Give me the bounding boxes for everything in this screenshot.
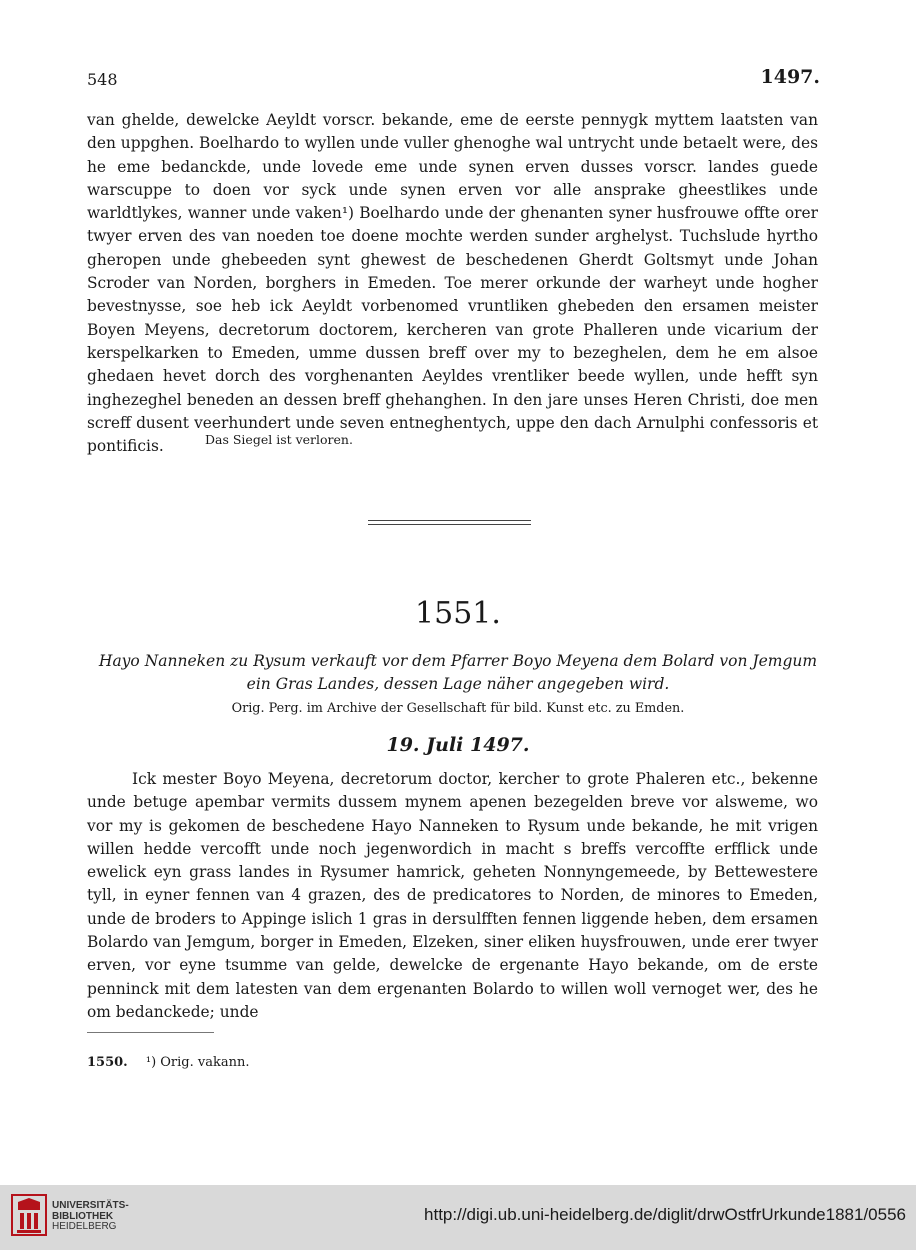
footnote-ref: 1550. xyxy=(87,1055,128,1070)
document-source: Orig. Perg. im Archive der Gesellschaft für bild. Kunst etc. zu Emden. xyxy=(231,701,685,716)
footnote-text: ¹) Orig. vakann. xyxy=(145,1055,250,1070)
section-divider xyxy=(368,520,531,525)
doc-1551-body xyxy=(87,768,818,1024)
doc-1550-continuation xyxy=(87,109,818,458)
document-summary: Hayo Nanneken zu Rysum verkauft vor dem Pfarrer Boyo Meyena dem Bolard von Jemgum ein Gras Landes, dessen Lage näher angegeben wird. xyxy=(98,652,818,693)
viewer-footer-bar xyxy=(0,1185,916,1250)
page-number: 548 xyxy=(87,70,118,89)
document-number: 1551. xyxy=(415,596,501,631)
seal-note: Das Siegel ist verloren. xyxy=(205,432,353,447)
doc-1551-paragraph: Ick mester Boyo Meyena, decretorum doctor, kercher to grote Phaleren etc., bekenne unde betuge apembar vermits dussem mynem apenen bezegelden breve vor alsweme, wo vor my is gekomen de beschedene Hayo Nanneken to Rysum unde bekande, he mit vrigen willen hedde vercofft unde noch jegenwordich in macht s breffs vercoffte erfflick unde ewelick eyn grass landes in Rysumer hamrick, geheten Nonnyngemeede, by Bettewestere tyll, in eyner fennen van 4 grazen, des de predicatores to Norden, de minores to Emeden, unde de broders to Appinge islich 1 gras in dersulfften fennen liggende heben, dem ersamen Bolardo van Jemgum, borger in Emeden, Elzeken, siner eliken huysfrouwen, unde erer twyer erven, vor eyne tsumme van gelde, dewelcke de ergenante Hayo bekande, om de erste penninck mit dem latesten van dem ergenanten Bolardo to willen woll vernoget wer, des he om bedanckede; unde xyxy=(87,770,818,1021)
permalink-url[interactable]: http://digi.ub.uni-heidelberg.de/diglit/drwOstfrUrkunde1881/0556 xyxy=(424,1205,906,1224)
doc-1550-paragraph: van ghelde, dewelcke Aeyldt vorscr. bekande, eme de eerste pennygk myttem laatsten van den uppghen. Boelhardo to wyllen unde vuller ghenoghe wal untrycht unde betaelt were, des he eme bedanckde, unde lovede eme unde synen erven dusses vorscr. landes guede warscuppe to doen vor syck unde synen erven vor alle ansprake gheestlikes unde warldtlykes, wanner unde vaken¹) Boelhardo unde der ghenanten syner husfrouwe offte orer twyer erven des van noeden toe doene mochte werden sunder arghelyst. Tuchslude hyrtho gheropen unde ghebeeden synt ghewest de beschedenen Gherdt Goltsmyt unde Johan Scroder van Norden, borghers in Emeden. Toe merer orkunde der warheyt unde hogher bevestnysse, soe heb ick Aeyldt vorbenomed vruntliken ghebeden den ersamen meister Boyen Meyens, decretorum doctorem, kercheren van grote Phalleren unde vicarium der kerspelkarken to Emeden, umme dussen breff over my to bezeghelen, dem he em alsoe ghedaen hevet dorch des vorghenanten Aeyldes vrentliker beede wyllen, unde hefft syn inghezeghel beneden an dessen breff ghehanghen. In den jare unses Heren Christi, doe men screff dusent veerhundert unde seven entneghentych, uppe den dach Arnulphi confessoris et pontificis. xyxy=(87,111,818,456)
footnote-divider xyxy=(87,1032,214,1033)
document-date: 19. Juli 1497. xyxy=(386,734,530,756)
running-year: 1497. xyxy=(760,66,820,88)
footnote xyxy=(87,1055,250,1070)
library-name: UNIVERSITÄTS- BIBLIOTHEK HEIDELBERG xyxy=(52,1200,129,1232)
heidelberg-library-logo-icon[interactable] xyxy=(10,1192,48,1238)
